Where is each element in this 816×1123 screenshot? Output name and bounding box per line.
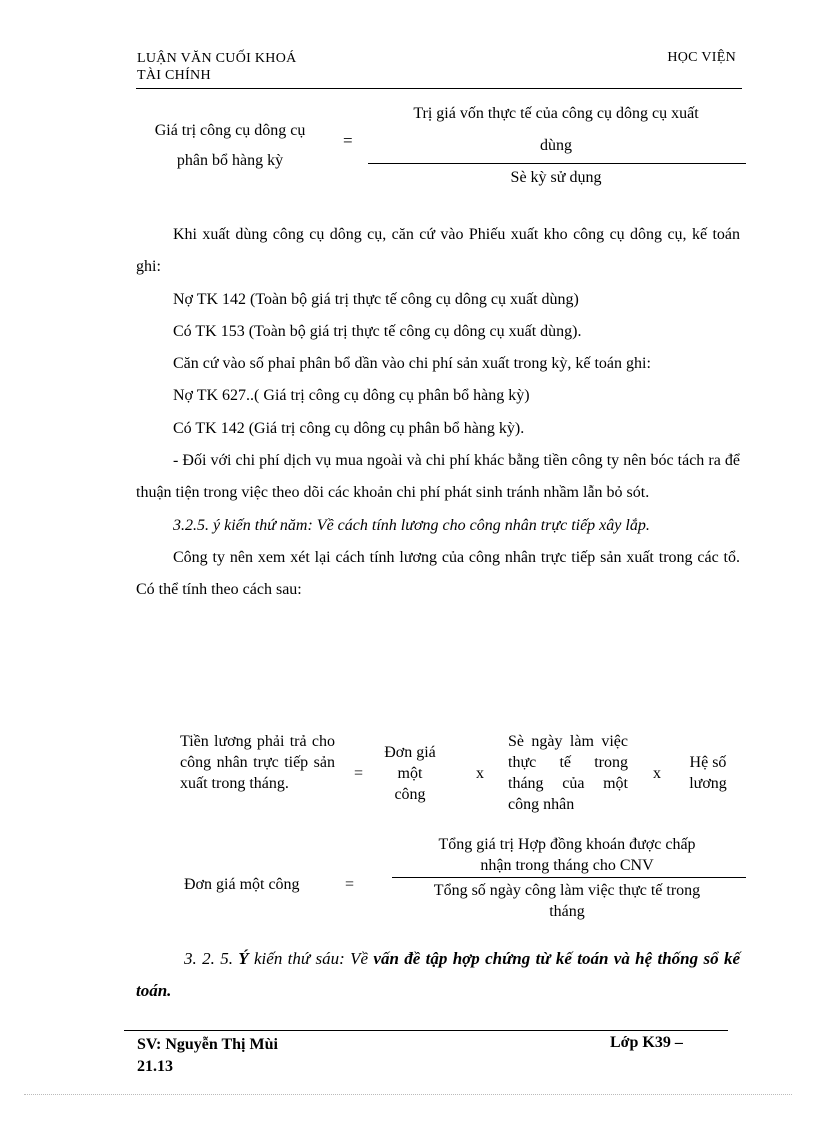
footer-class: Lớp K39 – xyxy=(610,1034,683,1051)
footer-rule xyxy=(124,1030,728,1031)
footer-student-line2: 21.13 xyxy=(137,1058,173,1075)
section6-bold-tail: vấn đề tập hợp chứng từ kế toán và hệ thống sổ kế toán. xyxy=(136,949,740,1000)
header-right: HỌC VIỆN xyxy=(667,50,736,65)
header-left xyxy=(137,50,297,84)
formula3-denominator-line1: Tổng số ngày công làm việc thực tế trong xyxy=(433,882,701,899)
formula1-numerator-line2: dùng xyxy=(540,137,572,154)
header-rule xyxy=(136,88,742,89)
formula2-equals: = xyxy=(354,765,364,782)
paragraph: Công ty nên xem xét lại cách tính lương của công nhân trực tiếp sản xuất trong các tổ. Có thể tính theo cách sau: xyxy=(136,548,740,599)
paragraph: Có TK 153 (Toàn bộ giá trị thực tế công cụ dông cụ xuất dùng). xyxy=(173,322,582,340)
formula3-denominator xyxy=(392,880,742,922)
formula3-numerator-line1: Tổng giá trị Hợp đồng khoán được chấp xyxy=(438,836,696,853)
section-heading-5: 3.2.5. ý kiến thứ năm: Về cách tính lương cho công nhân trực tiếp xây lắp. xyxy=(173,516,650,534)
header-left-line2: TÀI CHÍNH xyxy=(137,68,211,83)
formula3-numerator xyxy=(392,834,742,876)
paragraph: Có TK 142 (Giá trị công cụ dông cụ phân bổ hàng kỳ). xyxy=(173,419,525,437)
section6-y: Ý xyxy=(238,949,249,968)
formula2-times-2: x xyxy=(653,765,661,782)
formula1-lhs xyxy=(130,116,330,176)
section-heading-6 xyxy=(136,943,740,1007)
formula3-numerator-line2: nhận trong tháng cho CNV xyxy=(480,857,654,874)
page-edge-dotted-line xyxy=(24,1094,792,1095)
formula1-denominator: Sè kỳ sử dụng xyxy=(510,169,602,186)
paragraph: Nợ TK 142 (Toàn bộ giá trị thực tế công cụ dông cụ xuất dùng) xyxy=(173,290,579,308)
formula1-numerator-line1: Trị giá vốn thực tế của công cụ dông cụ xuất xyxy=(413,105,699,122)
formula2-coefficient: Hệ số lương xyxy=(689,754,727,792)
header-left-line1: LUẬN VĂN CUỐI KHOÁ xyxy=(137,51,297,66)
paragraph: Khi xuất dùng công cụ dông cụ, căn cứ vào Phiếu xuất kho công cụ dông cụ, kế toán ghi: xyxy=(136,226,740,276)
formula1-lhs-line1: Giá trị công cụ dông cụ xyxy=(154,122,306,139)
footer-student-name: SV: Nguyễn Thị Mùi xyxy=(137,1036,278,1053)
formula1-fraction-bar xyxy=(368,163,746,164)
formula1-equals: = xyxy=(343,131,353,150)
formula3-denominator-line2: tháng xyxy=(549,903,585,920)
formula2-unit-price: Đơn giá một công xyxy=(384,744,436,803)
body-text xyxy=(136,219,740,607)
paragraph: Nợ TK 627..( Giá trị công cụ dông cụ phân bổ hàng kỳ) xyxy=(173,387,530,405)
paragraph: - Đối với chi phí dịch vụ mua ngoài và chi phí khác bằng tiền công ty nên bóc tách ra để thuận tiện trong việc theo dõi các khoản chi phí phát sinh tránh nhầm lẫn bỏ sót. xyxy=(136,452,740,502)
section6-prefix: 3. 2. 5. xyxy=(184,949,239,968)
footer-student xyxy=(137,1034,278,1078)
formula2-days: Sè ngày làm việc thực tế trong tháng của một công nhân xyxy=(508,733,628,813)
formula2-times-1: x xyxy=(476,765,484,782)
formula2-lhs: Tiền lương phải trả cho công nhân trực tiếp sản xuất trong tháng. xyxy=(180,733,335,792)
formula3-fraction-bar xyxy=(392,877,746,878)
paragraph: Căn cứ vào số phaỉ phân bổ dần vào chi phí sản xuất trong kỳ, kế toán ghi: xyxy=(173,355,651,373)
formula3-lhs: Đơn giá một công xyxy=(184,876,300,893)
formula3-equals: = xyxy=(345,876,355,893)
section6-middle: kiến thứ sáu: Về xyxy=(248,949,374,968)
formula1-lhs-line2: phân bổ hàng kỳ xyxy=(176,152,284,169)
formula1-numerator xyxy=(368,98,744,162)
